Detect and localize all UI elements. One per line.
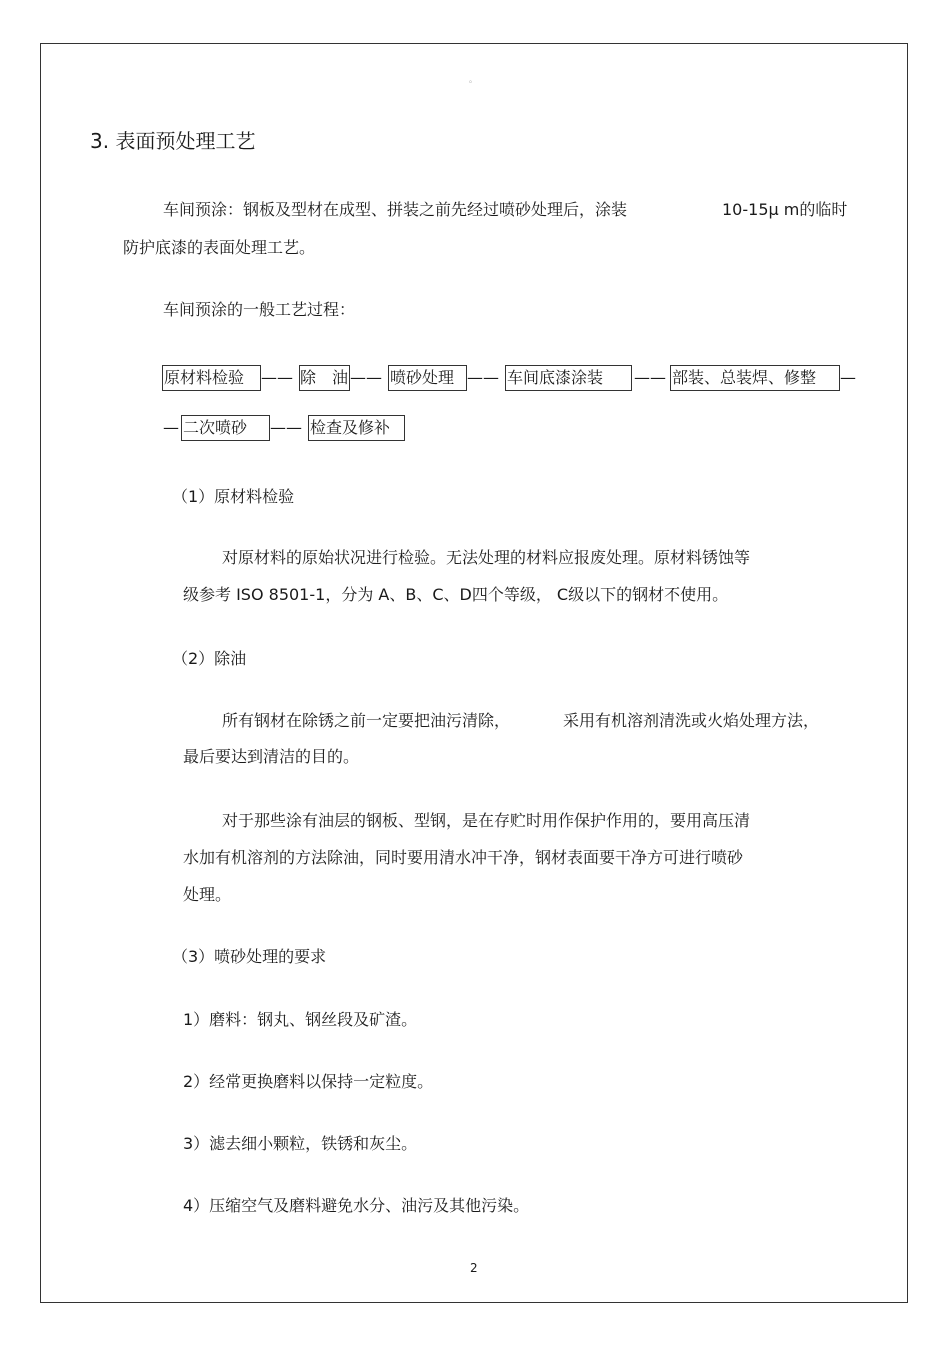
flow-connector: — [840, 368, 856, 387]
flow-step-degrease: 除 油 [299, 365, 350, 391]
list-item: 1）磨料：钢丸、钢丝段及矿渣。 [183, 1010, 418, 1029]
flow-connector: —— [467, 368, 499, 387]
list-item: 2）经常更换磨料以保持一定粒度。 [183, 1072, 434, 1091]
header-mark: 。 [469, 75, 477, 84]
section-heading-1: （1）原材料检验 [172, 487, 295, 506]
paragraph-line: 水加有机溶剂的方法除油，同时要用清水冲干净，钢材表面要干净方可进行喷砂 [183, 848, 744, 867]
flow-connector: —— [350, 368, 382, 387]
paragraph-line: 所有钢材在除锈之前一定要把油污清除， [222, 711, 511, 730]
flow-step-inspection-repair: 检查及修补 [308, 415, 405, 441]
flow-step-inspection: 原材料检验 [162, 365, 261, 391]
section-title: 3. 表面预处理工艺 [90, 129, 256, 153]
flow-step-secondary-blasting: 二次喷砂 [181, 415, 270, 441]
paragraph-line: 级参考 ISO 8501-1，分为 A、B、C、D四个等级， C级以下的钢材不使用。 [183, 585, 729, 604]
process-heading: 车间预涂的一般工艺过程： [163, 300, 356, 319]
paragraph-line: 处理。 [183, 885, 232, 904]
intro-line-1a: 车间预涂：钢板及型材在成型、拼装之前先经过喷砂处理后，涂装 [163, 200, 628, 219]
intro-line-1b: 10-15μ m的临时 [722, 200, 848, 219]
flow-step-blasting: 喷砂处理 [388, 365, 467, 391]
flow-connector: —— [261, 368, 293, 387]
list-item: 3）滤去细小颗粒，铁锈和灰尘。 [183, 1134, 418, 1153]
flow-step-primer: 车间底漆涂装 [505, 365, 632, 391]
paragraph-line: 采用有机溶剂清洗或火焰处理方法， [563, 711, 820, 730]
intro-line-2: 防护底漆的表面处理工艺。 [123, 238, 316, 257]
page-number: 2 [470, 1261, 478, 1275]
page-border [40, 43, 908, 1303]
paragraph-line: 对原材料的原始状况进行检验。无法处理的材料应报废处理。原材料锈蚀等 [222, 548, 751, 567]
flow-connector: —— [270, 418, 302, 437]
paragraph-line: 对于那些涂有油层的钢板、型钢，是在存贮时用作保护作用的，要用高压清 [222, 811, 751, 830]
list-item: 4）压缩空气及磨料避免水分、油污及其他污染。 [183, 1196, 530, 1215]
flow-connector: —— [634, 368, 666, 387]
flow-step-assembly: 部装、总装焊、修整 [670, 365, 840, 391]
paragraph-line: 最后要达到清洁的目的。 [183, 747, 360, 766]
flow-connector: — [163, 418, 179, 437]
section-heading-2: （2）除油 [172, 649, 247, 668]
section-heading-3: （3）喷砂处理的要求 [172, 947, 327, 966]
